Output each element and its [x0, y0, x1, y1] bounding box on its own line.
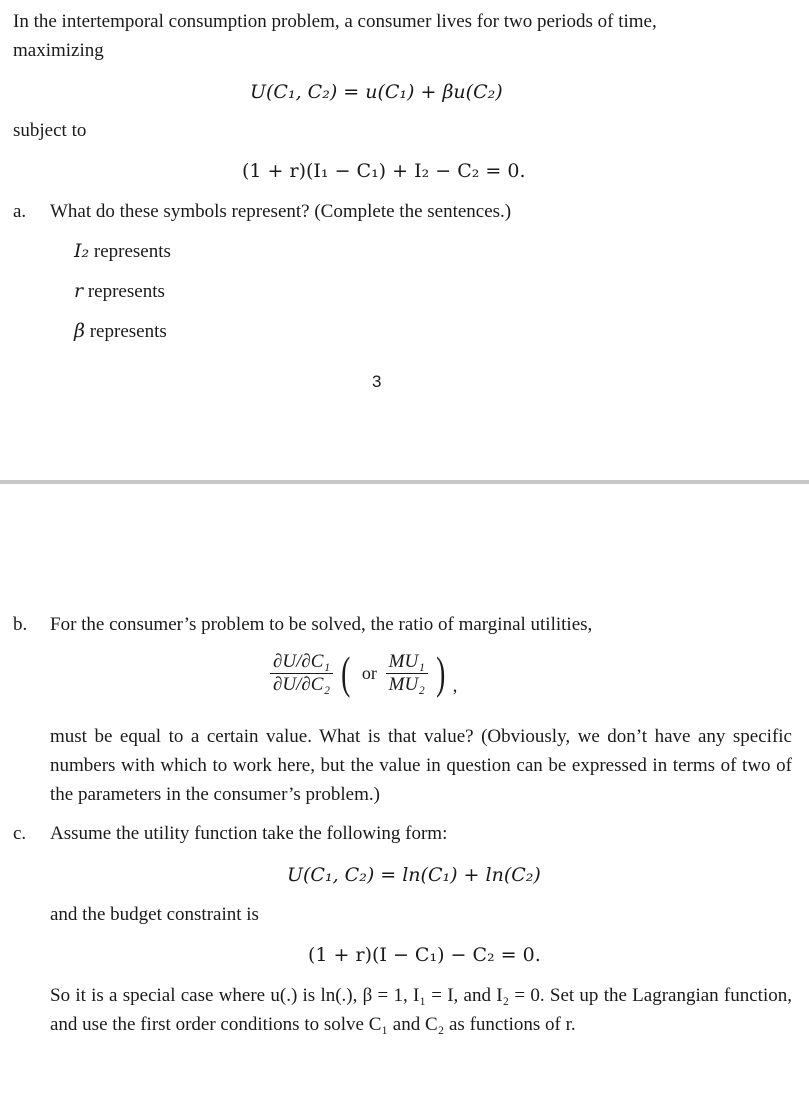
frac1-denominator: ∂U/∂C₂: [273, 673, 331, 695]
page-divider: [0, 480, 809, 484]
or-word: or: [361, 662, 377, 683]
symbol-r: r: [74, 280, 84, 302]
part-a-question: What do these symbols represent? (Complete the sentences.): [50, 201, 512, 222]
frac2-denominator: MU₂: [388, 673, 425, 695]
trailing-comma: ,: [452, 675, 458, 697]
intro-line-2: maximizing: [13, 40, 104, 61]
symbol-i2: I₂: [74, 240, 90, 262]
part-a-item-1: [74, 237, 171, 266]
partial-derivative-fraction: [270, 651, 333, 696]
item-3-text: represents: [89, 321, 167, 342]
part-c-utility-equation: U(C₁, C₂) = ln(C₁) + ln(C₂): [287, 864, 541, 886]
part-a-item-3: [74, 317, 167, 346]
part-b-marker: b.: [13, 614, 28, 635]
subject-to-label: subject to: [13, 120, 87, 141]
constraint-equation: (1 + r)(I₁ − C₁) + I₂ − C₂ = 0.: [242, 160, 526, 182]
part-a-marker: a.: [13, 201, 27, 222]
item-1-text: represents: [93, 241, 171, 262]
frac2-numerator: MU₁: [386, 651, 428, 674]
left-paren: (: [340, 647, 351, 698]
intro-line-1: In the intertemporal consumption problem, a consumer lives for two periods of time,: [13, 11, 657, 32]
part-b-paragraph: must be equal to a certain value. What is that value? (Obviously, we don’t have any specific numbers with which to work here, but the value in question can be expressed in terms of two of the parameters in the consumer’s problem.): [50, 726, 792, 805]
mu-fraction: [386, 651, 428, 696]
page-number: 3: [372, 372, 382, 391]
frac1-numerator: ∂U/∂C₁: [270, 651, 333, 674]
part-c-paragraph: So it is a special case where u(.) is ln(.), β = 1, I₁ = I, and I₂ = 0. Set up the Lagrangian function, and use the first order conditions to solve C₁ and C₂ as functions of r.: [50, 985, 792, 1035]
marginal-utility-ratio: [270, 647, 458, 698]
part-c-question: Assume the utility function take the following form:: [50, 823, 448, 844]
right-paren: ): [435, 647, 445, 698]
utility-equation: U(C₁, C₂) = u(C₁) + βu(C₂): [250, 81, 503, 103]
part-c-marker: c.: [13, 823, 27, 844]
item-2-text: represents: [87, 281, 165, 302]
symbol-beta: β: [74, 320, 85, 342]
budget-intro: and the budget constraint is: [50, 904, 259, 925]
part-b-question: For the consumer’s problem to be solved, the ratio of marginal utilities,: [50, 614, 593, 635]
budget-equation: (1 + r)(I − C₁) − C₂ = 0.: [308, 944, 541, 966]
part-a-item-2: [74, 277, 165, 306]
